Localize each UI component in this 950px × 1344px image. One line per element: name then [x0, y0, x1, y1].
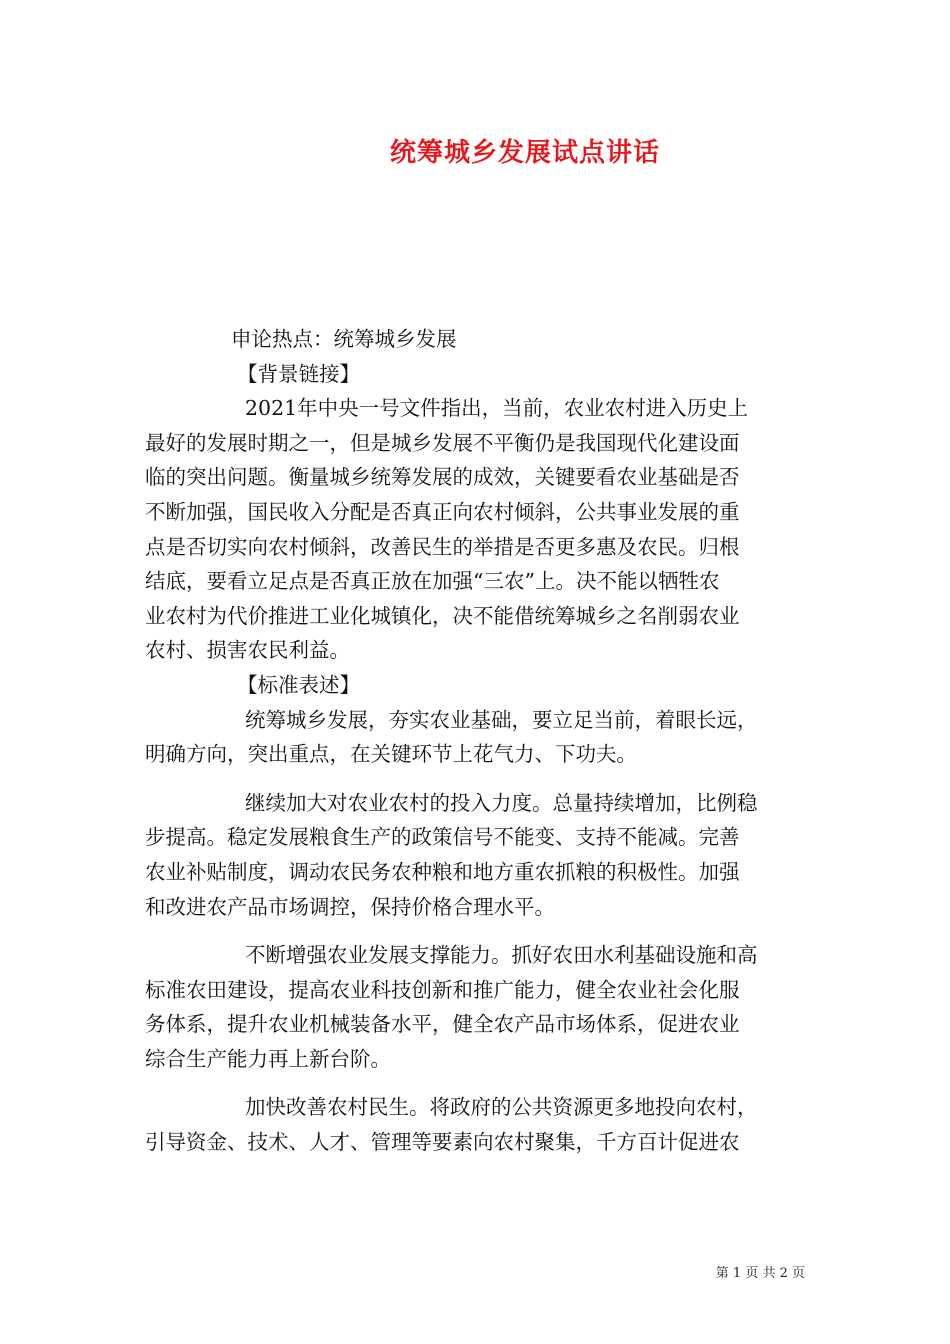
background-heading: 【背景链接】 [237, 361, 360, 386]
paragraph-4-line: 加快改善农村民生。将政府的公共资源更多地投向农村， [245, 1095, 758, 1120]
standard-heading: 【标准表述】 [237, 672, 360, 697]
document-title: 统筹城乡发展试点讲话 [389, 138, 660, 168]
paragraph-1-line: 明确方向，突出重点，在关键环节上花气力、下功夫。 [145, 742, 637, 767]
background-paragraph-line: 点是否切实向农村倾斜，改善民生的举措是否更多惠及农民。归根 [145, 534, 740, 559]
paragraph-2-line: 农业补贴制度，调动农民务农种粮和地方重农抓粮的积极性。加强 [145, 859, 740, 884]
paragraph-3-line: 务体系，提升农业机械装备水平，健全农产品市场体系，促进农业 [145, 1012, 740, 1037]
paragraph-1-line: 统筹城乡发展，夯实农业基础，要立足当前，着眼长远， [245, 707, 758, 732]
background-paragraph-line: 临的突出问题。衡量城乡统筹发展的成效，关键要看农业基础是否 [145, 465, 740, 490]
paragraph-2-line: 步提高。稳定发展粮食生产的政策信号不能变、支持不能减。完善 [145, 825, 740, 850]
background-paragraph-line: 不断加强，国民收入分配是否真正向农村倾斜，公共事业发展的重 [145, 499, 740, 524]
background-paragraph-line: 业农村为代价推进工业化城镇化，决不能借统筹城乡之名削弱农业 [145, 603, 740, 628]
document-body [145, 322, 805, 1160]
background-paragraph-line: 2021年中央一号文件指出，当前，农业农村进入历史上 [245, 396, 749, 421]
background-paragraph-line: 最好的发展时期之一，但是城乡发展不平衡仍是我国现代化建设面 [145, 430, 740, 455]
paragraph-2-line: 继续加大对农业农村的投入力度。总量持续增加，比例稳 [245, 790, 758, 815]
paragraph-4-line: 引导资金、技术、人才、管理等要素向农村聚集，千方百计促进农 [145, 1130, 740, 1155]
topic-line: 申论热点：统筹城乡发展 [231, 327, 457, 351]
background-paragraph-line: 农村、损害农民利益。 [145, 638, 350, 663]
page-number-footer: 第 1 页 共 2 页 [715, 1266, 805, 1281]
paragraph-3-line: 不断增强农业发展支撑能力。抓好农田水利基础设施和高 [245, 943, 758, 968]
paragraph-2-line: 和改进农产品市场调控，保持价格合理水平。 [145, 894, 555, 919]
paragraph-3-line: 综合生产能力再上新台阶。 [145, 1046, 391, 1071]
paragraph-3-line: 标准农田建设，提高农业科技创新和推广能力，健全农业社会化服 [145, 977, 740, 1002]
background-paragraph-line: 结底，要看立足点是否真正放在加强“三农”上。决不能以牺牲农 [145, 569, 720, 594]
